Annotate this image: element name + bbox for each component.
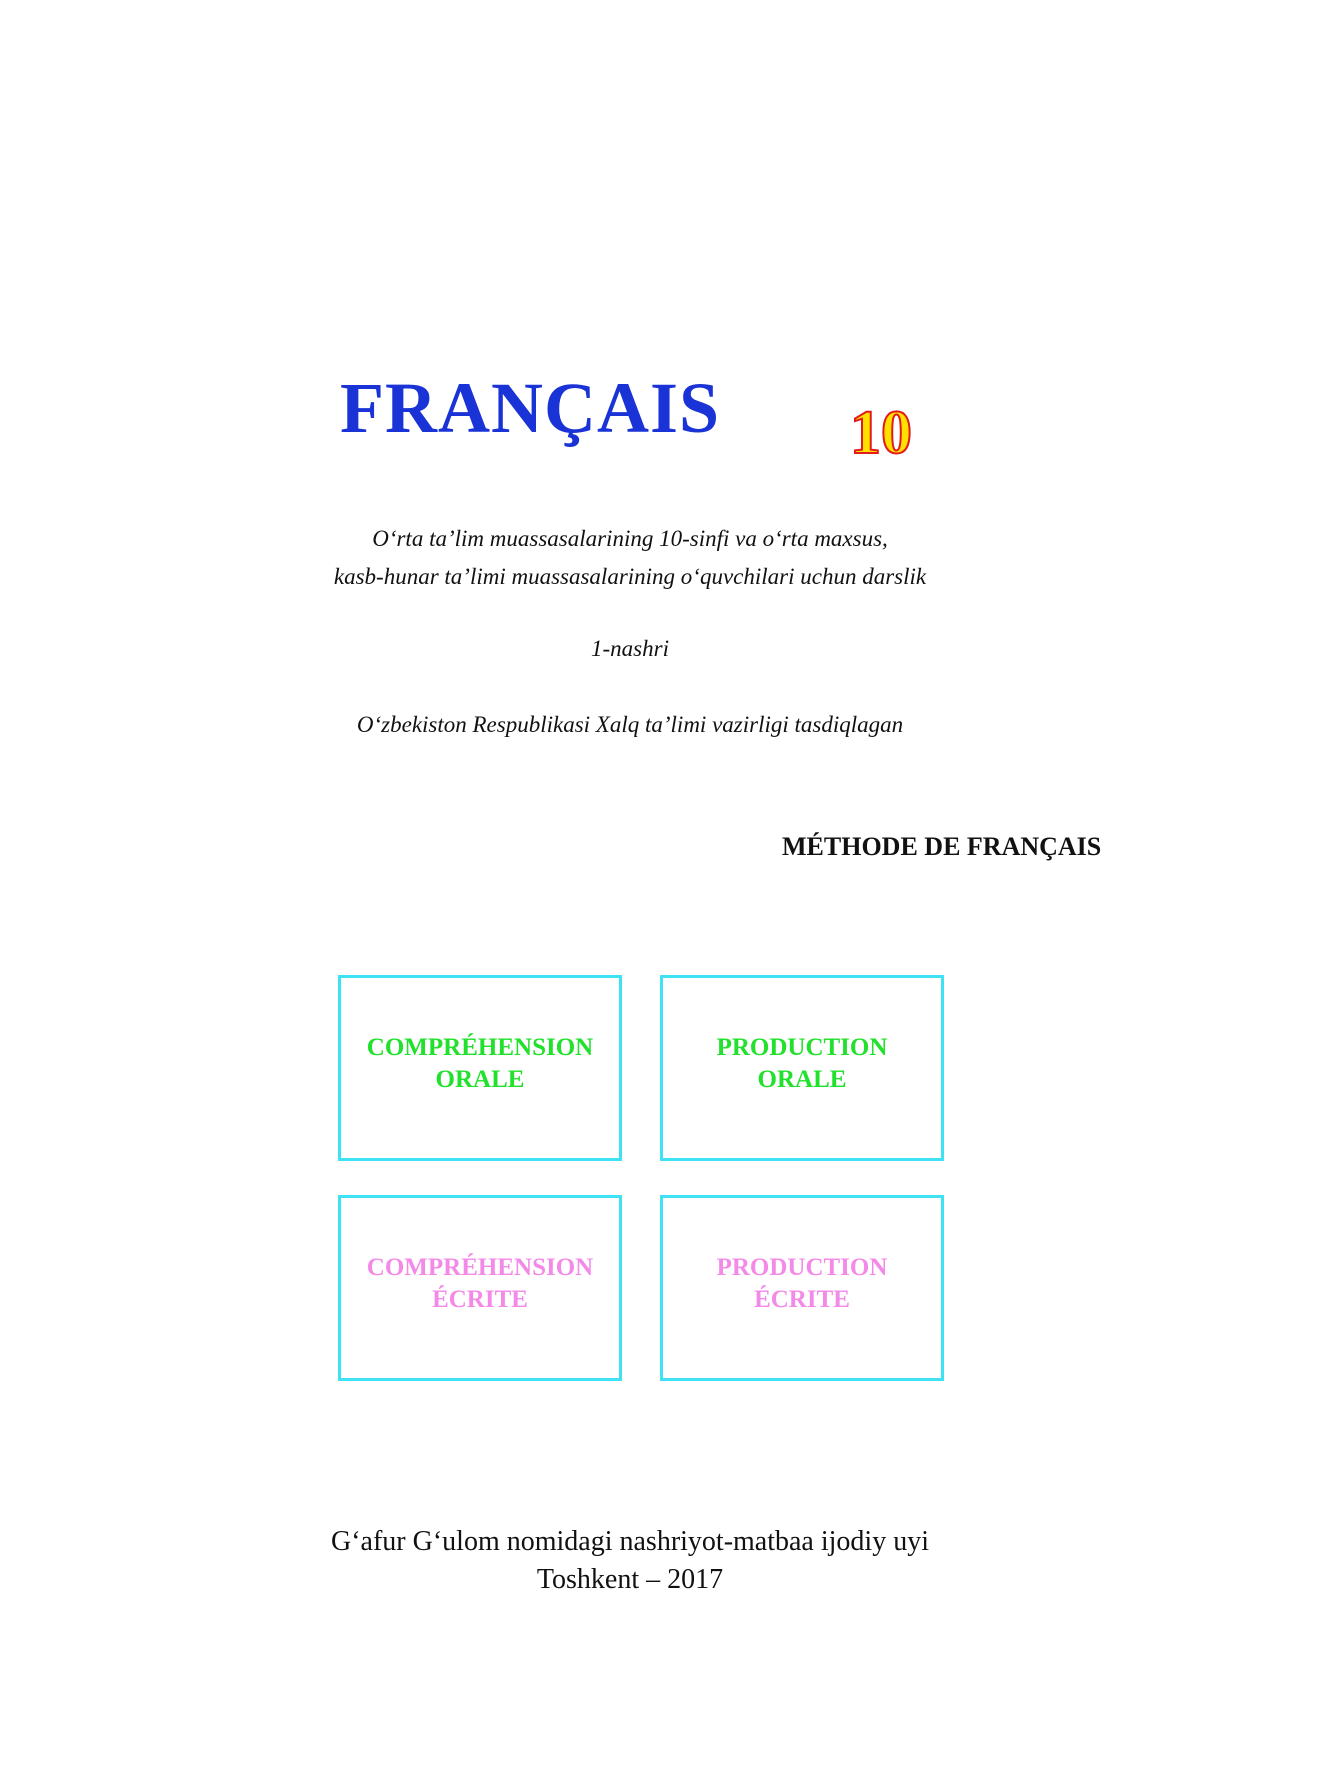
skill-box-label-line1: COMPRÉHENSION [366,1034,594,1061]
skill-box-label-line2: ORALE [435,1066,525,1093]
grade-number: 10 [850,399,912,467]
book-title: FRANÇAIS [340,368,721,448]
method-heading: MÉTHODE DE FRANÇAIS [782,832,1102,861]
skill-box-label-line1: PRODUCTION [716,1254,888,1281]
subtitle-line-1: O‘rta ta’lim muassasalarining 10-sinfi va o‘rta maxsus, [372,526,888,551]
publisher-place-year: Toshkent – 2017 [536,1564,724,1595]
skill-box-production-ecrite [660,1195,944,1381]
skill-box-comprehension-ecrite [338,1195,622,1381]
skill-box-production-orale [660,975,944,1161]
skill-box-comprehension-orale [338,975,622,1161]
skill-box-label-line2: ÉCRITE [754,1286,850,1313]
skill-box-label-line2: ORALE [757,1066,847,1093]
publisher-name: G‘afur G‘ulom nomidagi nashriyot-matbaa ijodiy uyi [331,1526,929,1557]
skill-box-label-line1: PRODUCTION [716,1034,888,1061]
skill-box-label-line1: COMPRÉHENSION [366,1254,594,1281]
skill-box-label-line2: ÉCRITE [432,1286,528,1313]
subtitle-line-2: kasb-hunar ta’limi muassasalarining o‘quvchilari uchun darslik [333,564,927,589]
edition-label: 1-nashri [591,636,669,661]
approval-statement: O‘zbekiston Respublikasi Xalq ta’limi vazirligi tasdiqlagan [356,712,904,737]
